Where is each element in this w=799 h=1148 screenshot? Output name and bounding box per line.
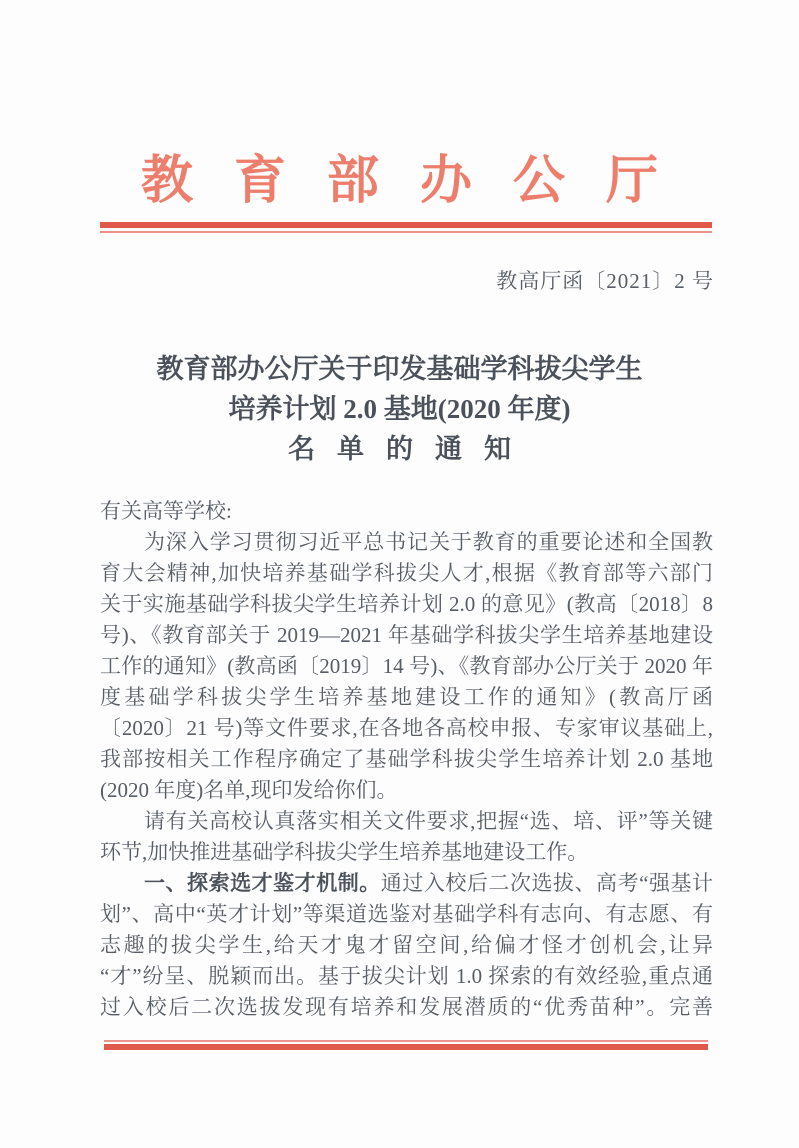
body-line: 〔2020〕21 号)等文件要求,在各地各高校申报、专家审议基础上,	[100, 716, 713, 740]
body-line: (2020 年度)名单,现印发给你们。	[100, 778, 398, 802]
document-body	[100, 496, 713, 1023]
salutation: 有关高等学校:	[100, 499, 232, 523]
title-line-3: 名单的通知	[288, 434, 533, 464]
body-line: “才”纷呈、脱颖而出。基于拔尖计划 1.0 探索的有效经验,重点通	[100, 964, 713, 988]
body-line: 过入校后二次选拔发现有培养和发展潜质的“优秀苗种”。完善	[100, 995, 713, 1019]
body-line: 工作的通知》(教高函〔2019〕14 号)、《教育部办公厅关于 2020 年	[100, 654, 713, 678]
footer-rule	[104, 1040, 708, 1050]
title-line-2: 培养计划 2.0 基地(2020 年度)	[228, 394, 571, 424]
section-heading: 一、探索选才鉴才机制。	[144, 872, 381, 895]
body-line: 志趣的拔尖学生,给天才鬼才留空间,给偏才怪才创机会,让异	[100, 933, 713, 957]
body-line	[100, 868, 713, 899]
body-line: 环节,加快推进基础学科拔尖学生培养基地建设工作。	[100, 840, 589, 864]
body-line-text: 通过入校后二次选拔、高考“强基计	[380, 871, 714, 895]
title-line-1: 教育部办公厅关于印发基础学科拔尖学生	[156, 354, 643, 384]
body-line: 为深入学习贯彻习近平总书记关于教育的重要论述和全国教	[144, 530, 713, 554]
doc-number: 教高厅函〔2021〕2 号	[496, 269, 714, 293]
body-line: 请有关高校认真落实相关文件要求,把握“选、培、评”等关键	[144, 809, 713, 833]
document-title	[0, 349, 799, 469]
body-line: 关于实施基础学科拔尖学生培养计划 2.0 的意见》(教高〔2018〕8	[100, 592, 713, 616]
body-line: 我部按相关工作程序确定了基础学科拔尖学生培养计划 2.0 基地	[100, 747, 713, 771]
letterhead-title: 教育部办公厅	[140, 153, 699, 210]
body-line: 育大会精神,加快培养基础学科拔尖人才,根据《教育部等六部门	[100, 561, 713, 585]
rule-thin-line	[100, 231, 712, 233]
letterhead-rule	[100, 222, 712, 233]
body-line: 号)、《教育部关于 2019—2021 年基础学科拔尖学生培养基地建设	[100, 623, 713, 647]
body-line: 度基础学科拔尖学生培养基地建设工作的通知》(教高厅函	[100, 685, 713, 709]
body-line: 划”、高中“英才计划”等渠道选鉴对基础学科有志向、有志愿、有	[100, 902, 713, 926]
rule-thick-line	[104, 1044, 708, 1050]
